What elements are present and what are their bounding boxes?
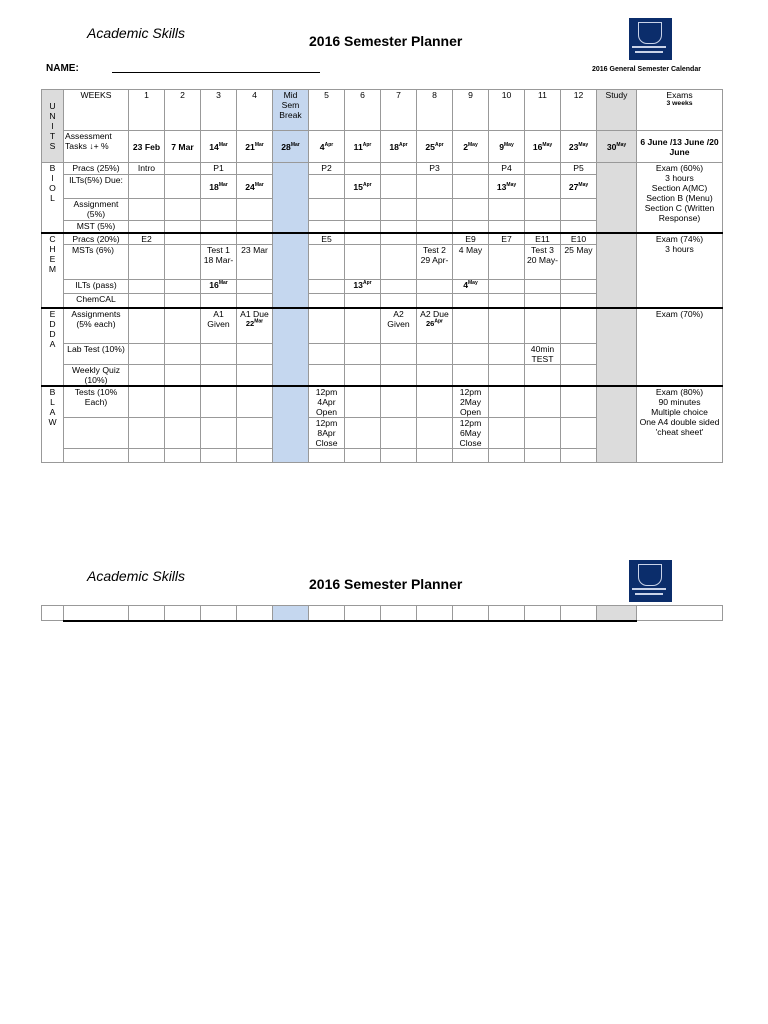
- blaw-w9-open: 12pm 2May Open: [453, 386, 489, 418]
- blaw-mid: [273, 386, 309, 463]
- edda-row-quiz: Weekly Quiz (10%): [64, 365, 129, 387]
- week-9: 9: [453, 90, 489, 131]
- week-mid-sem-break: Mid Sem Break: [273, 90, 309, 131]
- chem-ilt-w9: $4^{May}$: [453, 280, 489, 294]
- university-logo-page2: [629, 560, 672, 602]
- biol-pracs-w9: [453, 163, 489, 175]
- chem-pracs-w11: E11: [525, 233, 561, 245]
- biol-pracs-w4: [237, 163, 273, 175]
- edda-row-labtest: Lab Test (10%): [64, 344, 129, 365]
- weeks-header: WEEKS: [64, 90, 129, 131]
- week-date-3: $14^{Mar}$: [201, 131, 237, 163]
- university-logo: [629, 18, 672, 60]
- week-7: 7: [381, 90, 417, 131]
- chem-pracs-w1: E2: [129, 233, 165, 245]
- biol-row-mst: MST (5%): [64, 221, 129, 233]
- week-8: 8: [417, 90, 453, 131]
- week-date-11: $9^{May}$: [489, 131, 525, 163]
- week-10: 10: [489, 90, 525, 131]
- biol-pracs-w10: P4: [489, 163, 525, 175]
- week-date-4: $21^{Mar}$: [237, 131, 273, 163]
- biol-pracs-w2: [165, 163, 201, 175]
- page-title-page2: 2016 Semester Planner: [309, 576, 463, 592]
- unit-blaw: B L A W: [42, 386, 64, 463]
- blaw-w5-open: 12pm 4Apr Open: [309, 386, 345, 418]
- edda-row-assignments: Assignments (5% each): [64, 308, 129, 344]
- chem-mst-w9: 4 May: [453, 245, 489, 280]
- week-3: 3: [201, 90, 237, 131]
- chem-row-msts: MSTs (6%): [64, 245, 129, 280]
- biol-pracs-w11: [525, 163, 561, 175]
- biol-row-ilts: ILTs(5%) Due:: [64, 175, 129, 199]
- chem-ilt-w3: $16^{Mar}$: [201, 280, 237, 294]
- week-date-2: 7 Mar: [165, 131, 201, 163]
- chem-mst-w3: Test 1 18 Mar-: [201, 245, 237, 280]
- week-date-9: $25^{Apr}$: [417, 131, 453, 163]
- week-date-10: $2^{May}$: [453, 131, 489, 163]
- biol-ilt-w3: $18^{Mar}$: [201, 175, 237, 199]
- week-2: 2: [165, 90, 201, 131]
- chem-mst-w8: Test 2 29 Apr-: [417, 245, 453, 280]
- chem-study: [597, 233, 637, 308]
- chem-pracs-w9: E9: [453, 233, 489, 245]
- brand-text-page2: Academic Skills: [87, 568, 186, 584]
- chem-mst-w12: 25 May: [561, 245, 597, 280]
- edda-study: [597, 308, 637, 387]
- biol-exam: Exam (60%) 3 hours Section A(MC) Section B (Menu) Section C (Written Response): [637, 163, 723, 233]
- planner-table: [41, 89, 723, 463]
- week-date-5: $28^{Mar}$: [273, 131, 309, 163]
- edda-assign-w7: A2 Given: [381, 308, 417, 344]
- blaw-exam: Exam (80%) 90 minutes Multiple choice One A4 double sided 'cheat sheet': [637, 386, 723, 463]
- chem-exam: Exam (74%) 3 hours: [637, 233, 723, 308]
- chem-mst-w11: Test 3 20 May-: [525, 245, 561, 280]
- biol-ilt-w10: $13^{May}$: [489, 175, 525, 199]
- name-label: NAME:: [46, 63, 79, 74]
- biol-study: [597, 163, 637, 233]
- biol-pracs-w5: P2: [309, 163, 345, 175]
- chem-pracs-w10: E7: [489, 233, 525, 245]
- blaw-study: [597, 386, 637, 463]
- units-header: U N I T S: [42, 90, 64, 163]
- planner-table-page2: [41, 605, 723, 622]
- week-6: 6: [345, 90, 381, 131]
- unit-edda: E D D A: [42, 308, 64, 387]
- biol-ilt-w12: $27^{May}$: [561, 175, 597, 199]
- unit-biol: B I O L: [42, 163, 64, 233]
- week-5: 5: [309, 90, 345, 131]
- biol-row-assignment: Assignment (5%): [64, 199, 129, 221]
- chem-pracs-w5: E5: [309, 233, 345, 245]
- edda-assign-w3: A1 Given: [201, 308, 237, 344]
- blaw-w9-close: 12pm 6May Close: [453, 418, 489, 449]
- week-12: 12: [561, 90, 597, 131]
- chem-ilt-w6: $13^{Apr}$: [345, 280, 381, 294]
- edda-labtest-w11: 40min TEST: [525, 344, 561, 365]
- week-11: 11: [525, 90, 561, 131]
- exams-header: Exams 3 weeks: [637, 90, 723, 131]
- biol-pracs-w1: Intro: [129, 163, 165, 175]
- biol-ilt-w4: $24^{Mar}$: [237, 175, 273, 199]
- unit-chem: C H E M: [42, 233, 64, 308]
- week-date-1: 23 Feb: [129, 131, 165, 163]
- edda-exam: Exam (70%): [637, 308, 723, 387]
- edda-mid: [273, 308, 309, 387]
- biol-mid: [273, 163, 309, 233]
- calendar-label: 2016 General Semester Calendar: [592, 66, 701, 73]
- chem-row-ilts: ILTs (pass): [64, 280, 129, 294]
- chem-mst-w4: 23 Mar: [237, 245, 273, 280]
- blaw-row-tests: Tests (10% Each): [64, 386, 129, 418]
- chem-row-pracs: Pracs (20%): [64, 233, 129, 245]
- week-date-12: $16^{May}$: [525, 131, 561, 163]
- edda-assign-w8: A2 Due $26^{Apr}$: [417, 308, 453, 344]
- assessment-tasks-label: Assessment Tasks ↓+ %: [64, 131, 129, 163]
- week-4: 4: [237, 90, 273, 131]
- week-date-6: $4^{Apr}$: [309, 131, 345, 163]
- edda-assign-w4: A1 Due $22^{Mar}$: [237, 308, 273, 344]
- name-field[interactable]: [112, 62, 320, 73]
- week-date-8: $18^{Apr}$: [381, 131, 417, 163]
- week-study: Study: [597, 90, 637, 131]
- week-1: 1: [129, 90, 165, 131]
- blaw-w5-close: 12pm 8Apr Close: [309, 418, 345, 449]
- biol-row-pracs: Pracs (25%): [64, 163, 129, 175]
- exam-dates: 6 June /13 June /20 June: [637, 131, 723, 163]
- biol-pracs-w8: P3: [417, 163, 453, 175]
- page-title: 2016 Semester Planner: [309, 33, 463, 49]
- biol-pracs-w6: [345, 163, 381, 175]
- week-date-13: $23^{May}$: [561, 131, 597, 163]
- week-date-7: $11^{Apr}$: [345, 131, 381, 163]
- chem-mid: [273, 233, 309, 308]
- brand-text: Academic Skills: [87, 25, 186, 41]
- chem-row-chemcal: ChemCAL: [64, 294, 129, 308]
- biol-pracs-w7: [381, 163, 417, 175]
- chem-pracs-w12: E10: [561, 233, 597, 245]
- biol-ilt-w6: $15^{Apr}$: [345, 175, 381, 199]
- biol-pracs-w3: P1: [201, 163, 237, 175]
- week-date-14: $30^{May}$: [597, 131, 637, 163]
- biol-pracs-w12: P5: [561, 163, 597, 175]
